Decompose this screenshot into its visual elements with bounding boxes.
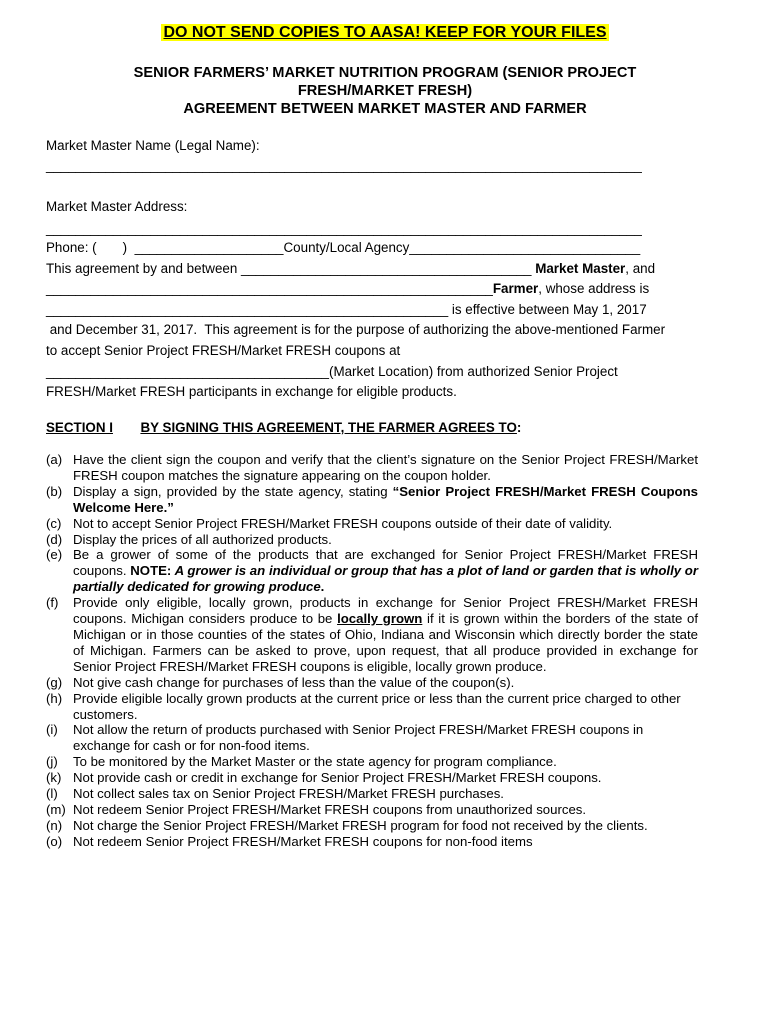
list-item-j: (j) To be monitored by the Market Master or the state agency for program compliance. [46, 754, 557, 770]
list-item-b: (b) Display a sign, provided by the state agency, stating “Senior Project FRESH/Market FRESH Coupons Welcome Here.” [46, 483, 698, 515]
list-item-m: (m) Not redeem Senior Project FRESH/Market FRESH coupons from unauthorized sources. [46, 801, 587, 817]
market-master-address-blank[interactable]: ________________________________________________________________________________ [46, 221, 642, 236]
list-item-d: (d) Display the prices of all authorized products. [46, 531, 332, 547]
section-title: BY SIGNING THIS AGREEMENT, THE FARMER AGREES TO [140, 420, 517, 435]
list-item-n: (n) Not charge the Senior Project FRESH/Market FRESH program for food not received by the clients. [46, 817, 648, 833]
market-master-name-blank[interactable]: ________________________________________________________________________________ [46, 158, 642, 173]
section-label: SECTION I [46, 420, 113, 435]
agreement-start[interactable]: This agreement by and between _______________________________________ [46, 261, 536, 276]
title-line-2: FRESH/MARKET FRESH) [297, 83, 473, 99]
list-item-k: (k) Not provide cash or credit in exchange for Senior Project FRESH/Market FRESH coupons. [46, 770, 602, 786]
list-item-a: (a) Have the client sign the coupon and verify that the client’s signature on the Senior Project FRESH/Market FRESH coupon matches the signature appearing on the coupon holder. [46, 452, 698, 483]
farmer-term: Farmer [492, 281, 539, 296]
warning-banner [0, 24, 770, 42]
title-line-3: AGREEMENT BETWEEN MARKET MASTER AND FARMER [183, 101, 587, 117]
accept-coupons-line: to accept Senior Project FRESH/Market FRESH coupons at [46, 343, 401, 358]
farmer-line [46, 281, 649, 297]
market-master-term: Market Master [535, 261, 626, 276]
participants-line: FRESH/Market FRESH participants in exchange for eligible products. [46, 384, 457, 399]
document-title [60, 64, 710, 118]
list-item-e: (e) Be a grower of some of the products that are exchanged for Senior Project FRESH/Market FRESH coupons. NOTE: A grower is an individual or group that has a plot of land or garden that is wholly or partially dedicated for growing produce. [46, 547, 698, 595]
market-master-name-label: Market Master Name (Legal Name): [46, 138, 260, 153]
list-item-h: (h) Provide eligible locally grown products at the current price or less than the current price charged to other customers. [46, 690, 681, 722]
section-colon: : [516, 420, 522, 435]
list-item-i: (i) Not allow the return of products purchased with Senior Project FRESH/Market FRESH coupons in exchange for cash or for non-food items. [46, 722, 644, 754]
farmer-blank[interactable]: ____________________________________________________________ [46, 281, 493, 296]
and-text: , and [625, 261, 656, 276]
title-line-1: SENIOR FARMERS’ MARKET NUTRITION PROGRAM (SENIOR PROJECT [133, 65, 637, 81]
agreement-between-line [46, 261, 655, 277]
section-heading [46, 420, 521, 435]
agreement-items-list [46, 452, 698, 850]
purpose-line: and December 31, 2017. This agreement is for the purpose of authorizing the above-mentioned Farmer [46, 322, 666, 337]
list-item-f: (f) Provide only eligible, locally grown, products in exchange for Senior Project FRESH/Market FRESH coupons. Michigan considers produce to be locally grown if it is grown within the borders of the state of Michigan or in those counties of the states of Ohio, Indiana and Wisconsin which directly border the state of Michigan. Farmers can be asked to prove, upon request, that all produce provided in exchange for Senior Project FRESH/Market FRESH coupons is eligible, locally grown produce. [46, 595, 698, 674]
phone-agency-line[interactable]: Phone: ( ) ____________________County/Local Agency_______________________________ [46, 240, 641, 255]
list-item-c: (c) Not to accept Senior Project FRESH/Market FRESH coupons outside of their date of validity. [46, 515, 613, 531]
effective-date-line[interactable]: ______________________________________________________ is effective between May 1, 2017 [46, 302, 647, 317]
warning-text: DO NOT SEND COPIES TO AASA! KEEP FOR YOUR FILES [163, 24, 607, 41]
whose-address-text: , whose address is [538, 281, 650, 296]
market-location-line[interactable]: ______________________________________(Market Location) from authorized Senior Project [46, 364, 618, 379]
list-item-o: (o) Not redeem Senior Project FRESH/Market FRESH coupons for non-food items [46, 833, 533, 849]
list-item-l: (l) Not collect sales tax on Senior Project FRESH/Market FRESH purchases. [46, 786, 504, 802]
list-item-g: (g) Not give cash change for purchases of less than the value of the coupon(s). [46, 674, 515, 690]
market-master-address-label: Market Master Address: [46, 199, 188, 214]
